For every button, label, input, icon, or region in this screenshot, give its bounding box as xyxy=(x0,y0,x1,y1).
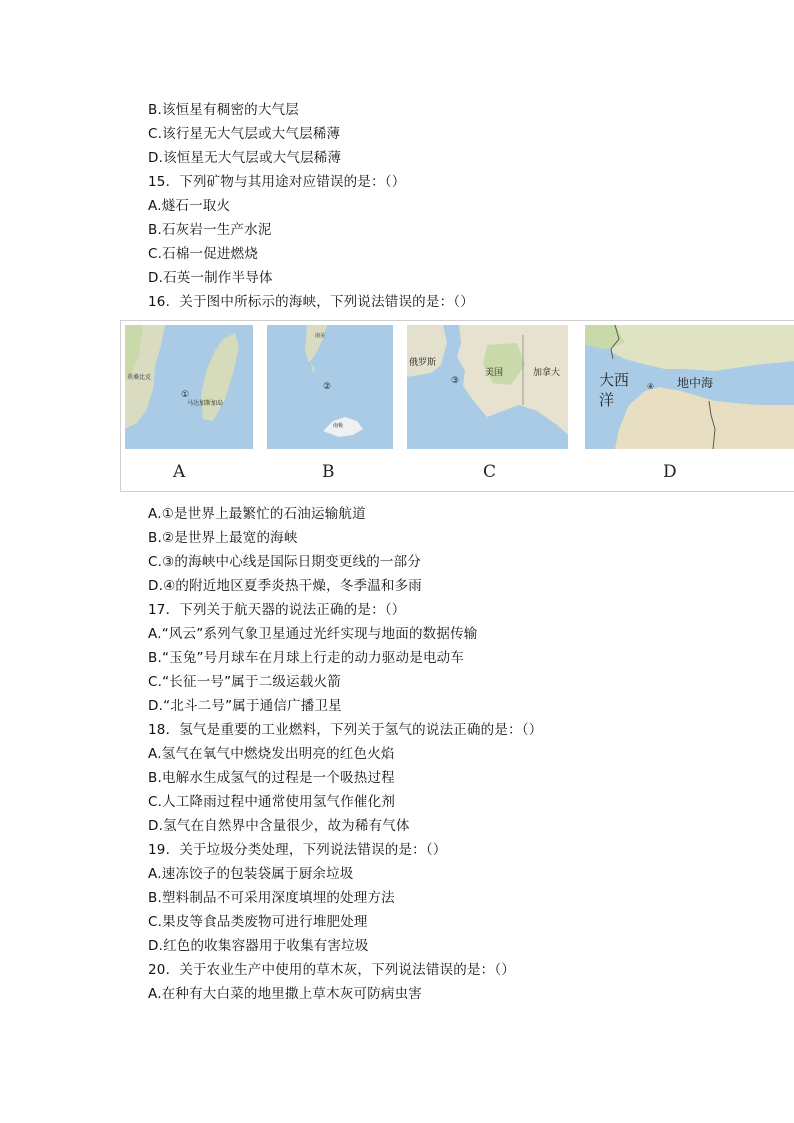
q15-option-a: A.燧石一取火 xyxy=(148,198,231,214)
map-b-label-top: 南美 xyxy=(315,333,326,339)
map-a-mozambique-channel xyxy=(125,325,253,449)
q17-option-d: D.“北斗二号”属于通信广播卫星 xyxy=(148,698,342,714)
line-b-dense-atmosphere: B.该恒星有稠密的大气层 xyxy=(148,102,299,118)
q17-option-a: A.“风云”系列气象卫星通过光纤实现与地面的数据传输 xyxy=(148,626,478,642)
map-d-label-atlantic-1: 大西 xyxy=(599,371,630,389)
map-c-label-russia: 俄罗斯 xyxy=(409,358,437,368)
caption-a: A xyxy=(173,462,186,482)
q19-option-b: B.塑料制品不可采用深度填埋的处理方法 xyxy=(148,890,395,906)
q18-option-c: C.人工降雨过程中通常使用氢气作催化剂 xyxy=(148,794,396,810)
q20-option-a: A.在种有大白菜的地里撒上草木灰可防病虫害 xyxy=(148,986,422,1002)
q18-option-b: B.电解水生成氢气的过程是一个吸热过程 xyxy=(148,770,395,786)
map-a-label-mozambique: 莫桑比克 xyxy=(127,374,152,381)
q16-option-b: B.②是世界上最宽的海峡 xyxy=(148,530,298,546)
q15-option-c: C.石棉一促进燃烧 xyxy=(148,246,259,262)
question-19: 19．关于垃圾分类处理，下列说法错误的是：（） xyxy=(148,842,447,858)
q19-option-a: A.速冻饺子的包装袋属于厨余垃圾 xyxy=(148,866,354,882)
map-c-marker: ③ xyxy=(451,376,460,386)
q18-option-a: A.氢气在氧气中燃烧发出明亮的红色火焰 xyxy=(148,746,395,762)
map-d-label-atlantic-2: 洋 xyxy=(599,391,615,409)
q19-option-c: C.果皮等食品类废物可进行堆肥处理 xyxy=(148,914,368,930)
map-c-label-canada: 加拿大 xyxy=(533,368,561,378)
question-16: 16．关于图中所标示的海峡，下列说法错误的是：（） xyxy=(148,294,474,310)
q19-option-d: D.红色的收集容器用于收集有害垃圾 xyxy=(148,938,369,954)
map-c-label-usa: 美国 xyxy=(485,368,504,378)
line-d-star-thin-atmosphere: D.该恒星无大气层或大气层稀薄 xyxy=(148,150,342,166)
map-a-label-madagascar: 马达加斯加岛 xyxy=(187,400,224,407)
caption-b: B xyxy=(322,462,335,482)
q16-option-d: D.④的附近地区夏季炎热干燥，冬季温和多雨 xyxy=(148,578,422,594)
q16-option-a: A.①是世界上最繁忙的石油运输航道 xyxy=(148,506,366,522)
caption-d: D xyxy=(663,462,677,482)
q16-option-c: C.③的海峡中心线是国际日期变更线的一部分 xyxy=(148,554,422,570)
question-18: 18．氢气是重要的工业燃料，下列关于氢气的说法正确的是：（） xyxy=(148,722,543,738)
map-d-marker: ④ xyxy=(647,382,655,391)
strait-maps-figure xyxy=(120,320,794,492)
map-d-label-med: 地中海 xyxy=(677,376,714,390)
q15-option-d: D.石英一制作半导体 xyxy=(148,270,273,286)
caption-c: C xyxy=(483,462,497,482)
q17-option-b: B.“玉兔”号月球车在月球上行走的动力驱动是电动车 xyxy=(148,650,465,666)
q17-option-c: C.“长征一号”属于二级运载火箭 xyxy=(148,674,341,690)
question-17: 17．下列关于航天器的说法正确的是：（） xyxy=(148,602,406,618)
question-20: 20．关于农业生产中使用的草木灰，下列说法错误的是：（） xyxy=(148,962,516,978)
map-b-marker: ② xyxy=(323,382,332,392)
question-15: 15．下列矿物与其用途对应错误的是：（） xyxy=(148,174,406,190)
line-c-planet-thin-atmosphere: C.该行星无大气层或大气层稀薄 xyxy=(148,126,341,142)
map-a-marker: ① xyxy=(181,390,190,400)
map-d-gibraltar xyxy=(585,325,794,449)
map-b-label-bottom: 南极 xyxy=(333,423,344,429)
map-b-drake-passage xyxy=(267,325,393,449)
q18-option-d: D.氢气在自然界中含量很少，故为稀有气体 xyxy=(148,818,410,834)
q15-option-b: B.石灰岩一生产水泥 xyxy=(148,222,272,238)
map-c-bering-strait xyxy=(407,325,568,449)
